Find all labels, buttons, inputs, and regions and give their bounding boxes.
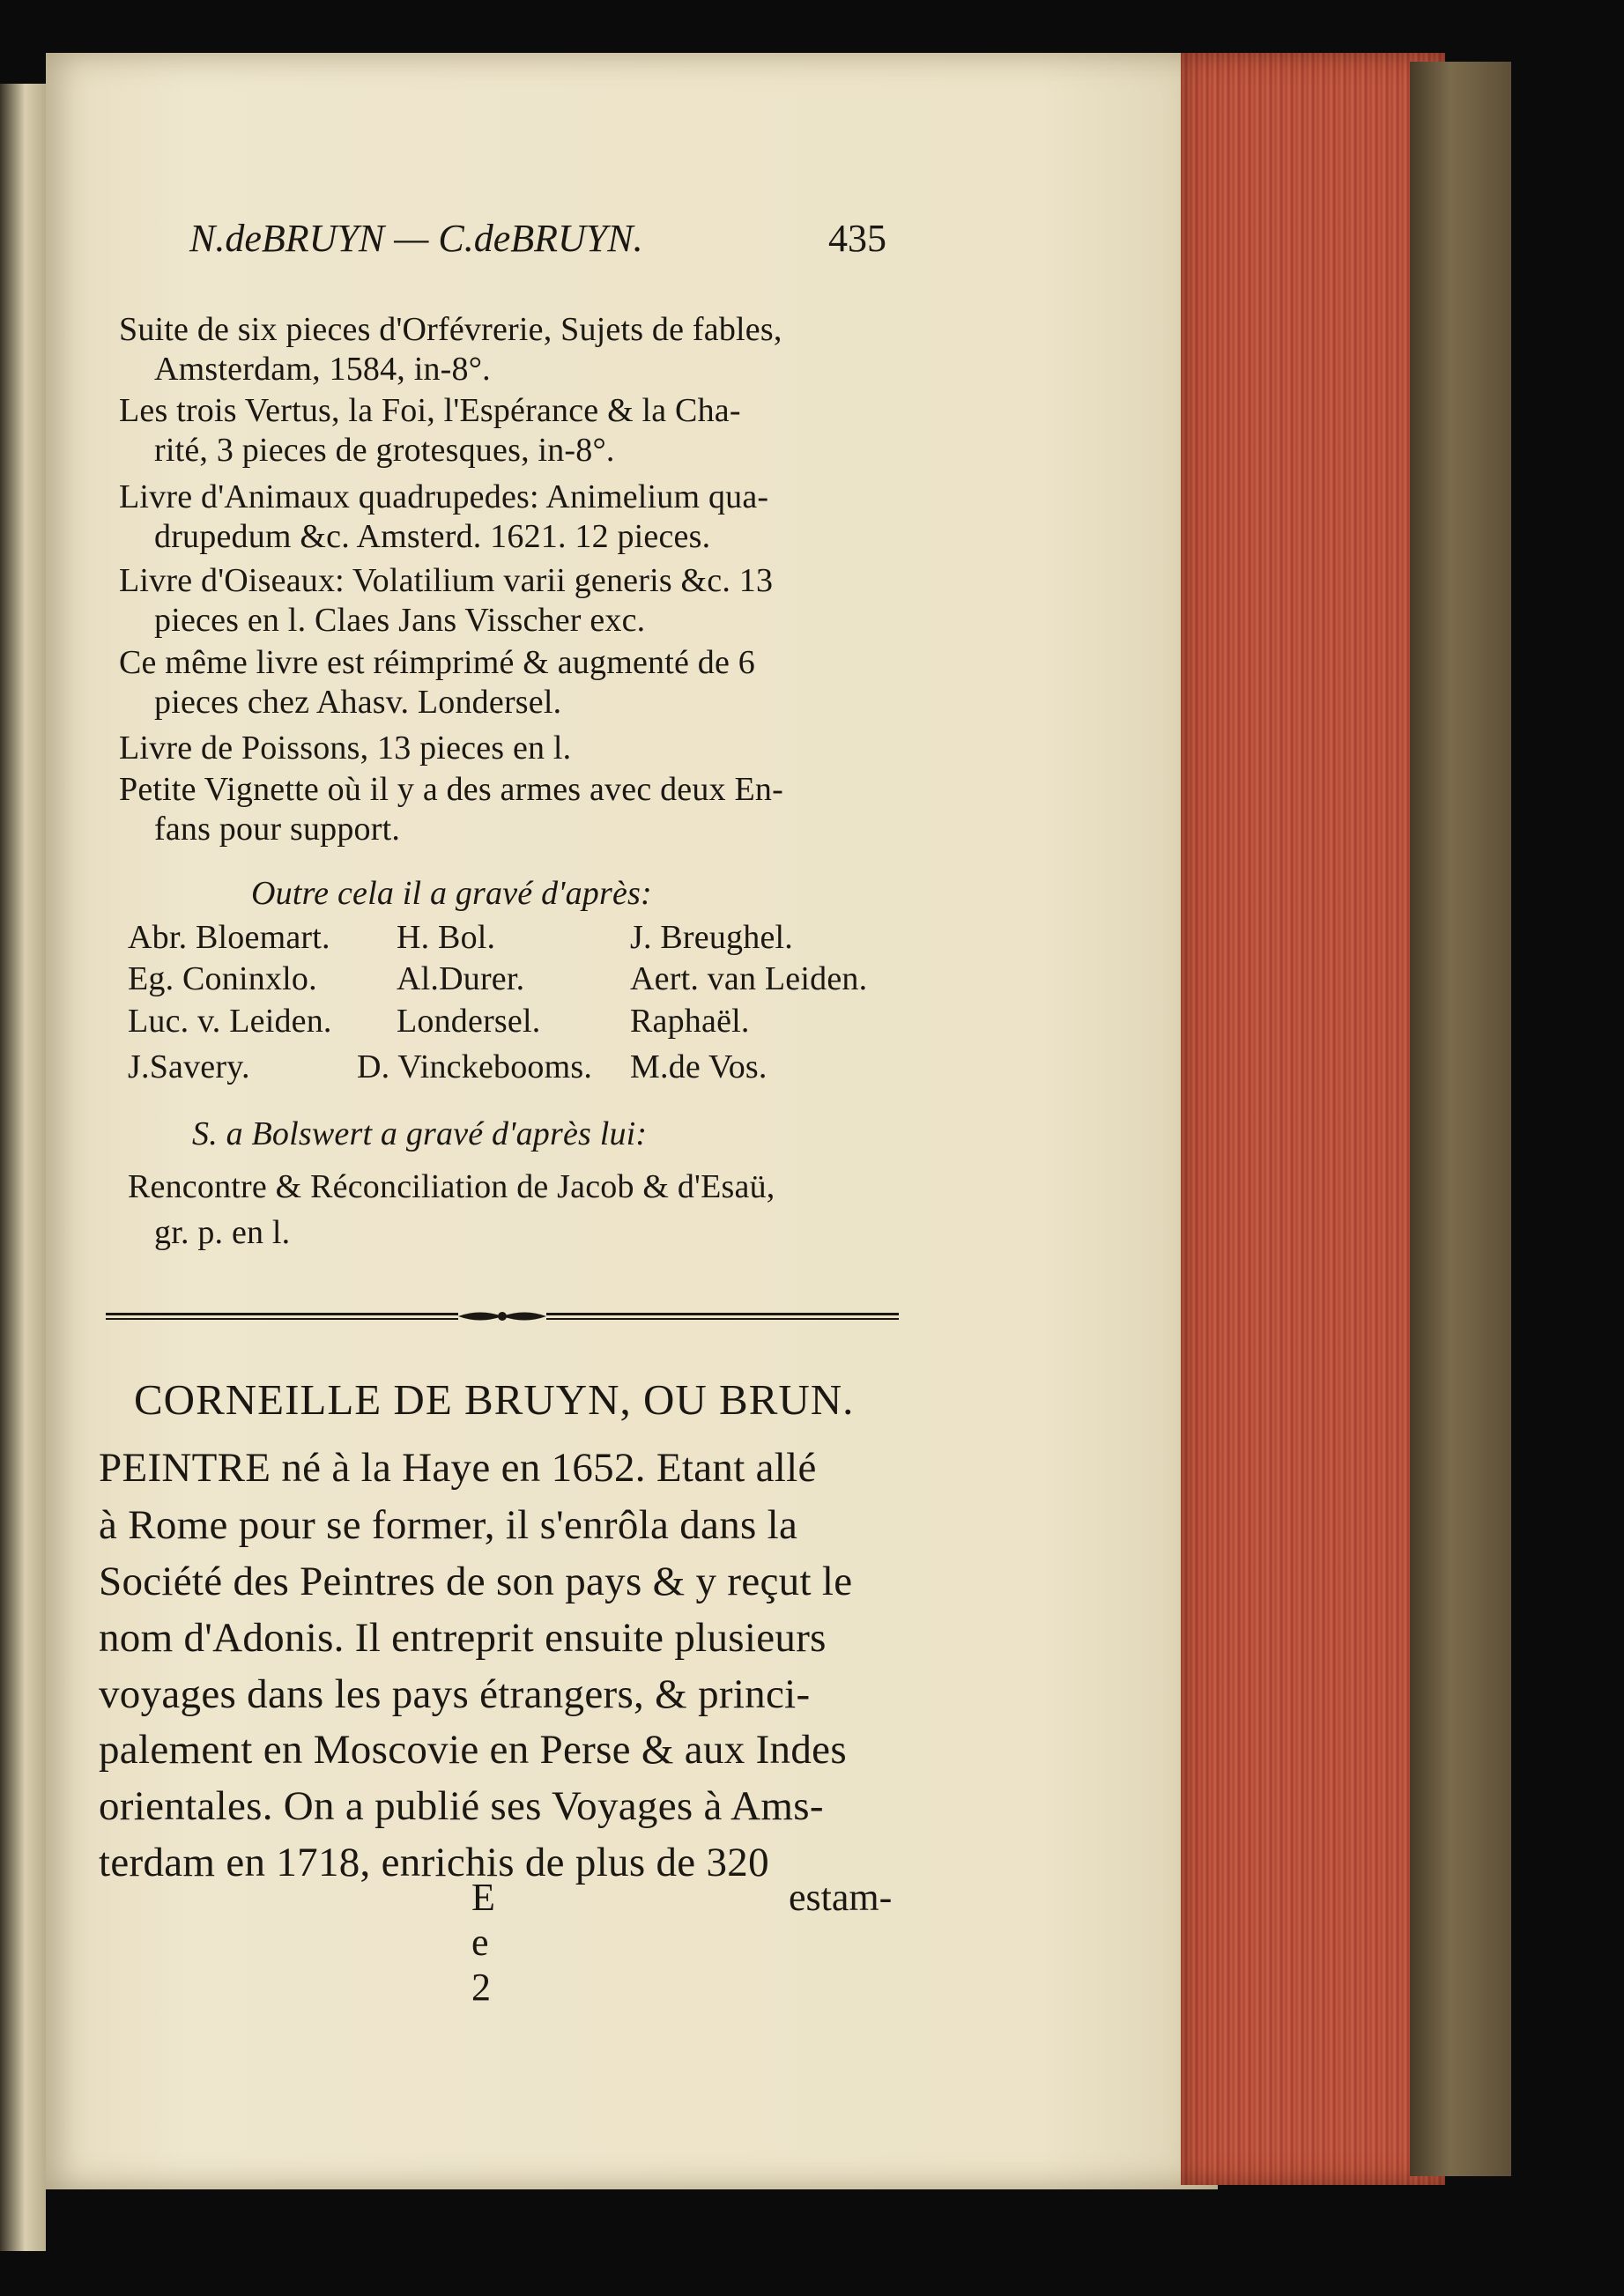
artist-name: Luc. v. Leiden. [128,1003,332,1040]
artist-name: J.Savery. [128,1048,250,1085]
entry-line: Les trois Vertus, la Foi, l'Espérance & la Cha- [119,392,741,429]
catchword: estam- [789,1876,893,1919]
artist-name: H. Bol. [397,919,496,956]
artist-name: J. Breughel. [630,919,793,956]
book-cover-edge [1410,62,1511,2176]
signature-mark: E e 2 [471,1876,495,2009]
entry-line: Petite Vignette où il y a des armes avec deux En- [119,771,783,808]
running-title: N.deBRUYN — C.deBRUYN. [189,217,643,260]
body-line: terdam en 1718, enrichis de plus de 320 [99,1840,769,1885]
entry-line: pieces en l. Claes Jans Visscher exc. [154,602,646,639]
artist-name: D. Vinckebooms. [357,1048,593,1085]
entry-line: pieces chez Ahasv. Londersel. [154,684,562,721]
entry-line: rité, 3 pieces de grotesques, in-8°. [154,432,615,469]
entry-line: Livre de Poissons, 13 pieces en l. [119,730,572,767]
bolswert-heading: S. a Bolswert a gravé d'après lui: [192,1115,648,1152]
body-line: Société des Peintres de son pays & y reçut le [99,1559,853,1604]
entry-line: gr. p. en l. [154,1214,291,1251]
entry-line: drupedum &c. Amsterd. 1621. 12 pieces. [154,518,711,555]
body-line: à Rome pour se former, il s'enrôla dans la [99,1502,798,1548]
outre-heading: Outre cela il a gravé d'après: [251,875,652,912]
page-number: 435 [828,217,886,260]
body-line: palement en Moscovie en Perse & aux Indes [99,1727,847,1773]
body-line: nom d'Adonis. Il entreprit ensuite plusieurs [99,1615,827,1661]
entry-line: Suite de six pieces d'Orfévrerie, Sujets de fables, [119,311,782,348]
artist-name: Al.Durer. [397,960,525,997]
page-block-edge [1181,53,1445,2185]
artist-name: Aert. van Leiden. [630,960,868,997]
entry-line: Amsterdam, 1584, in-8°. [154,351,491,388]
body-line: PEINTRE né à la Haye en 1652. Etant allé [99,1445,817,1491]
artist-name: Londersel. [397,1003,541,1040]
entry-line: Ce même livre est réimprimé & augmenté de 6 [119,644,755,681]
section-title: CORNEILLE DE BRUYN, OU BRUN. [134,1375,855,1424]
body-line: orientales. On a publié ses Voyages à Ams- [99,1783,824,1829]
facing-page-edge [0,84,46,2251]
entry-line: fans pour support. [154,811,401,848]
artist-name: M.de Vos. [630,1048,768,1085]
entry-line: Rencontre & Réconciliation de Jacob & d'Esaü, [128,1168,775,1205]
artist-name: Abr. Bloemart. [128,919,330,956]
entry-line: Livre d'Animaux quadrupedes: Animelium qua- [119,478,769,515]
artist-name: Eg. Coninxlo. [128,960,317,997]
artist-name: Raphaël. [630,1003,750,1040]
body-line: voyages dans les pays étrangers, & princi- [99,1671,811,1717]
ornamental-divider [106,1310,899,1322]
entry-line: Livre d'Oiseaux: Volatilium varii generis &c. 13 [119,562,774,599]
